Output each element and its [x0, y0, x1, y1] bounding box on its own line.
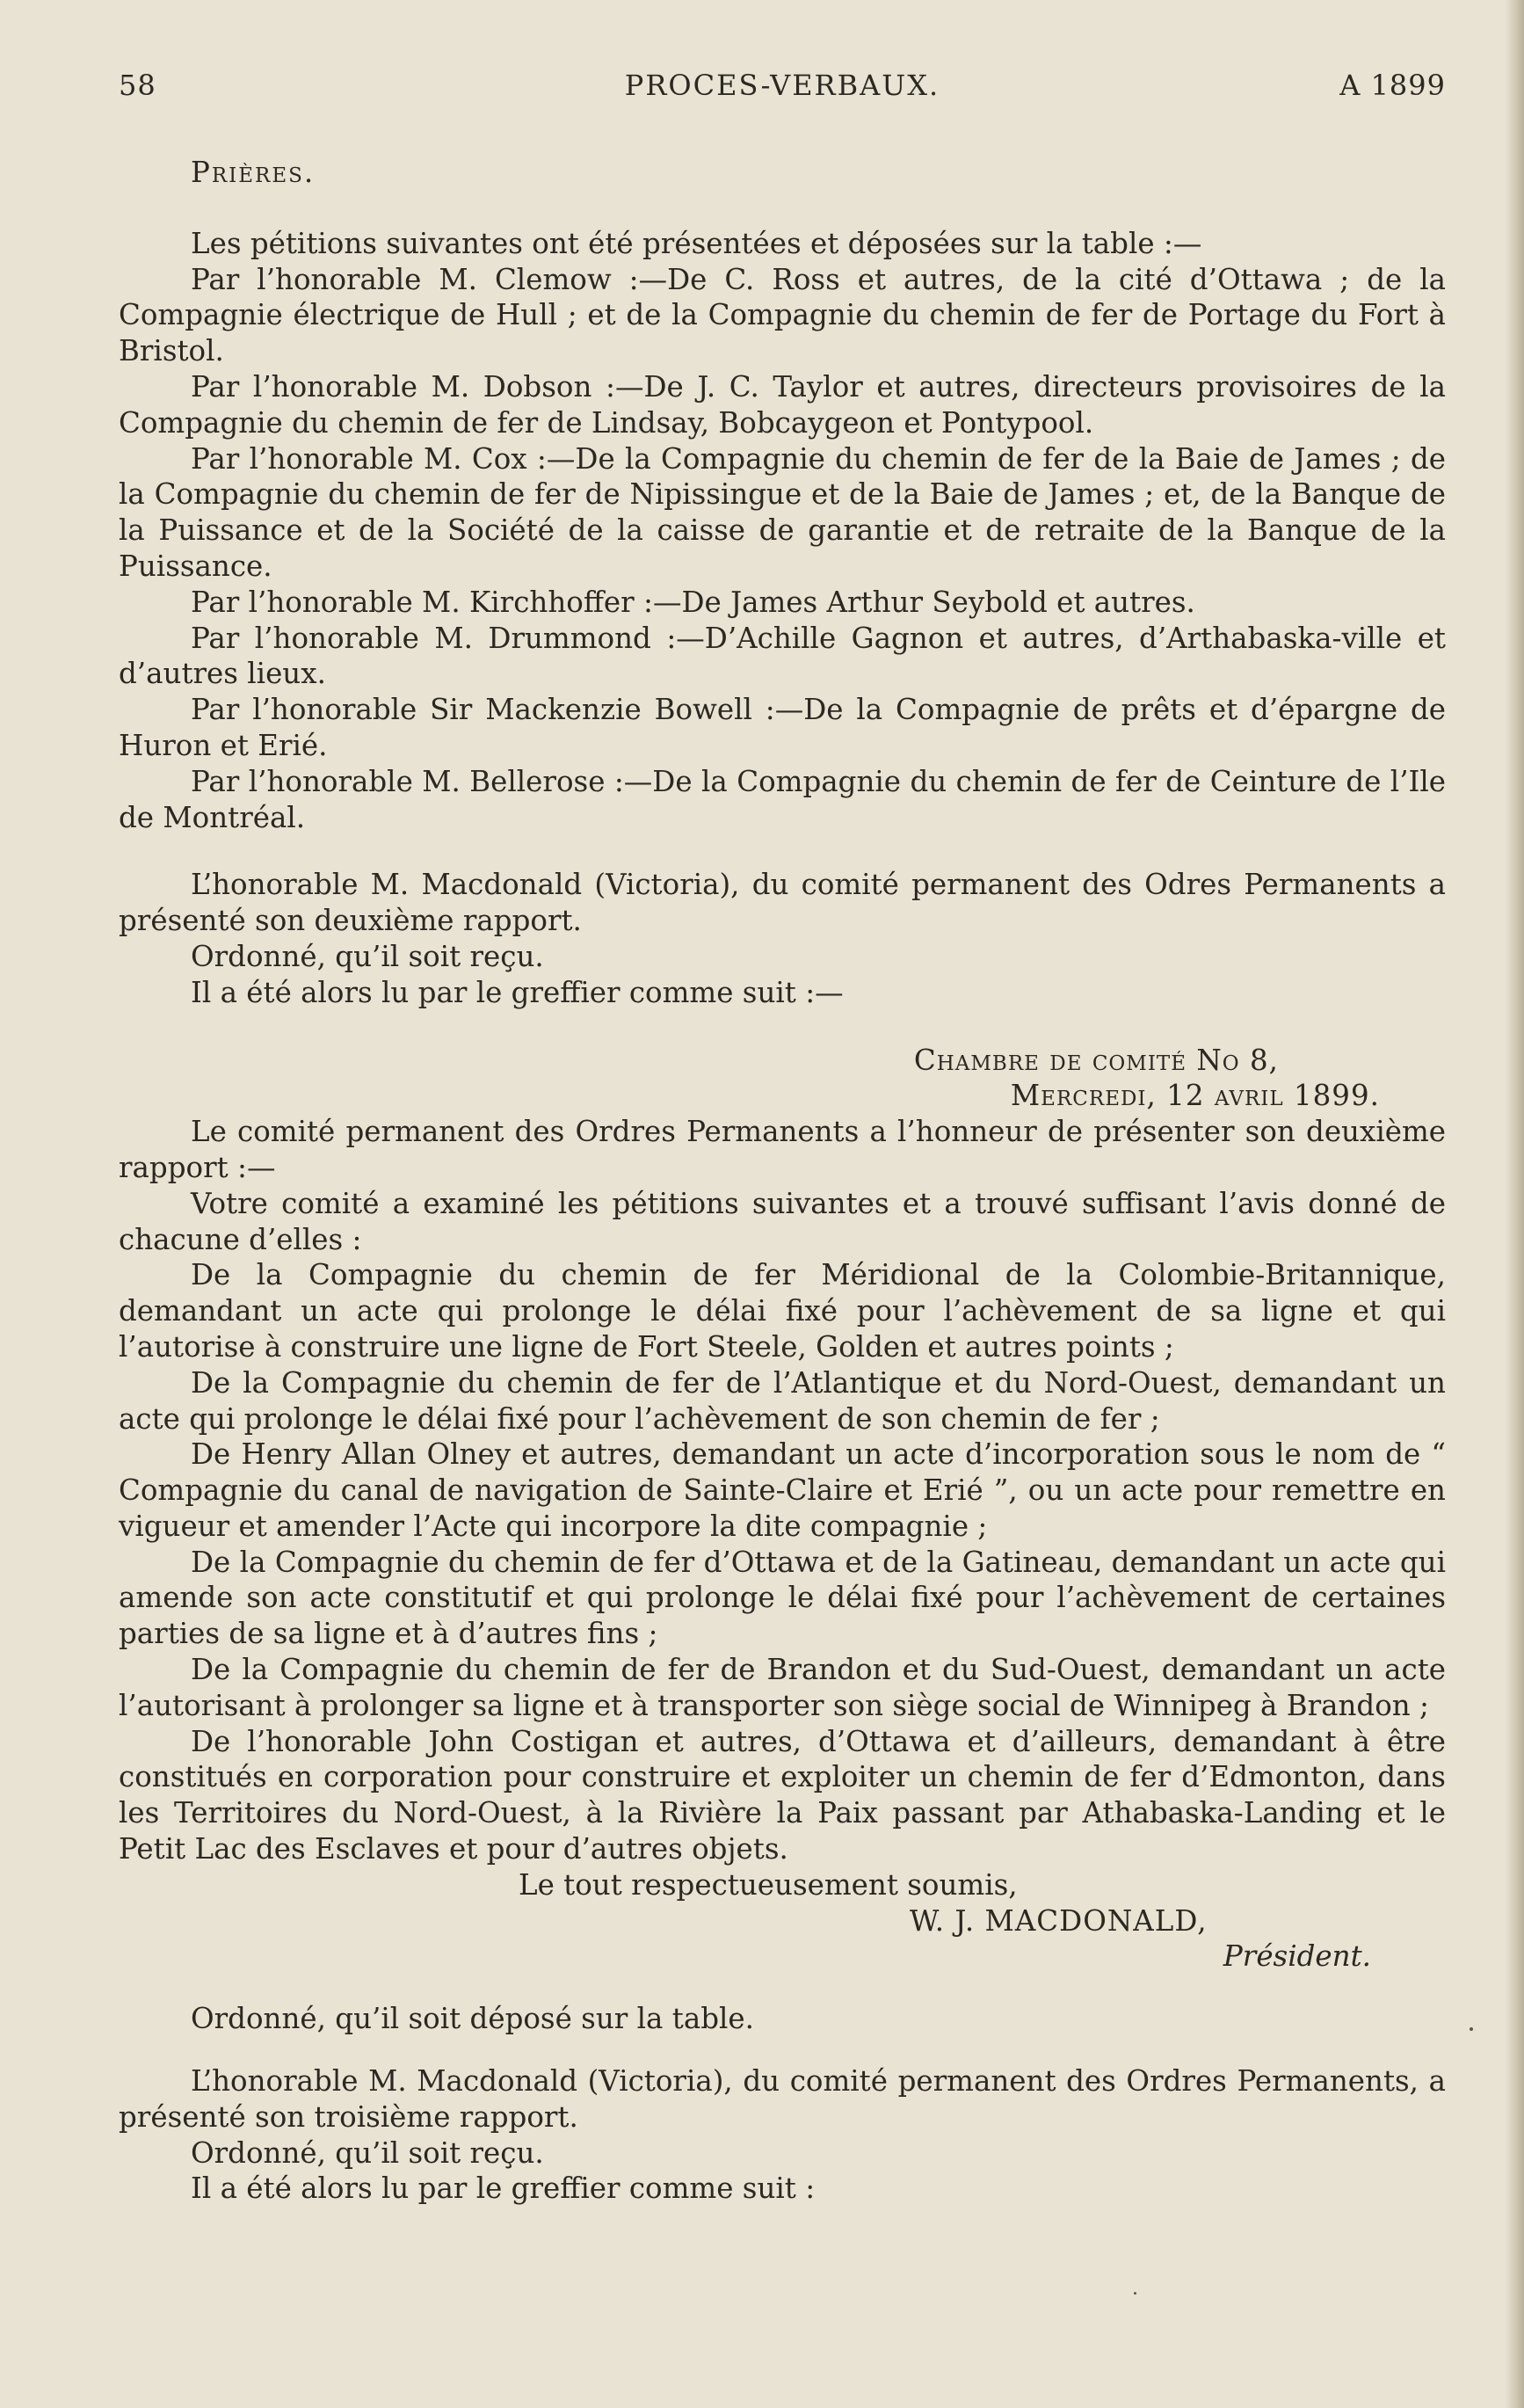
- report-read-by-clerk: Il a été alors lu par le greffier comme suit :—: [191, 975, 844, 1009]
- report-item: De l’honorable John Costigan et autres, d’Ottawa et d’ailleurs, demandant à être constitués en corporation pour construire et exploiter un chemin de fer d’Edmonton, dans les Territoires du Nord-Ouest, à la Rivière la Paix passant par Athabaska-Landing et le Petit Lac des Esclaves et pour d’autres objets.: [119, 1724, 1446, 1866]
- report-examined: Votre comité a examiné les pétitions suivantes et a trouvé suffisant l’avis donné de chacune d’elles :: [119, 1186, 1446, 1256]
- page-number: 58: [119, 69, 156, 102]
- page-body: [119, 155, 1446, 2207]
- report-closing: Le tout respectueusement soumis,: [519, 1867, 1018, 1902]
- report-item: De Henry Allan Olney et autres, demandant un acte d’incorporation sous le nom de “ Compagnie du canal de navigation de Sainte-Claire et Erié ”, ou un acte pour remettre en vigueur et amender l’Acte qui incorpore la dite compagnie ;: [119, 1437, 1446, 1543]
- ink-speck: [1470, 2027, 1473, 2031]
- report-item: De la Compagnie du chemin de fer de Brandon et du Sud-Ouest, demandant un acte l’autorisant à prolonger sa ligne et à transporter son siège social de Winnipeg à Brandon ;: [119, 1653, 1446, 1722]
- page-header: [119, 69, 1446, 109]
- report3-presented-paragraph: L’honorable M. Macdonald (Victoria), du comité permanent des Ordres Permanents, a présenté son troisième rapport.: [119, 2064, 1446, 2134]
- report-item: De la Compagnie du chemin de fer Méridional de la Colombie-Britannique, demandant un acte qui prolonge le délai fixé pour l’achèvement de sa ligne et qui l’autorise à construire une ligne de Fort Steele, Golden et autres points ;: [119, 1258, 1446, 1364]
- running-title: PROCES-VERBAUX.: [624, 69, 940, 102]
- section-heading-prieres: Prières.: [191, 156, 316, 189]
- petition-entry: Par l’honorable M. Cox :—De la Compagnie du chemin de fer de la Baie de James ; de la Compagnie du chemin de fer de Nipissingue et de la Baie de James ; et, de la Banque de la Puissance et de la Société de la caisse de garantie et de retraite de la Banque de la Puissance.: [119, 441, 1446, 583]
- petition-entry: Par l’honorable M. Dobson :—De J. C. Taylor et autres, directeurs provisoires de la Compagnie du chemin de fer de Lindsay, Bobcaygeon et Pontypool.: [119, 369, 1446, 440]
- report-opening: Le comité permanent des Ordres Permanents a l’honneur de présenter son deuxième rapport :—: [119, 1115, 1446, 1184]
- report3-read-by-clerk: Il a été alors lu par le greffier comme suit :: [191, 2172, 816, 2206]
- petition-entry: Par l’honorable Sir Mackenzie Bowell :—De la Compagnie de prêts et d’épargne de Huron et Erié.: [119, 693, 1446, 762]
- petition-entry: Par l’honorable M. Clemow :—De C. Ross et autres, de la cité d’Ottawa ; de la Compagnie électrique de Hull ; et de la Compagnie du chemin de fer de Portage du Fort à Bristol.: [119, 262, 1446, 368]
- petitions-intro: Les pétitions suivantes ont été présentées et déposées sur la table :—: [191, 226, 1202, 260]
- session-year: A 1899: [1339, 69, 1446, 102]
- page-edge-shadow: [1505, 0, 1524, 2408]
- report-ordered-received: Ordonné, qu’il soit reçu.: [191, 939, 544, 973]
- petition-entry: Par l’honorable M. Bellerose :—De la Compagnie du chemin de fer de Ceinture de l’Ile de Montréal.: [119, 764, 1446, 834]
- ink-speck: [1134, 2292, 1136, 2295]
- report-item: De la Compagnie du chemin de fer de l’Atlantique et du Nord-Ouest, demandant un acte qui prolonge le délai fixé pour l’achèvement de son chemin de fer ;: [119, 1365, 1446, 1436]
- report-signature: W. J. MACDONALD,: [910, 1903, 1208, 1938]
- report-signatory-title: Président.: [1223, 1939, 1371, 1974]
- report-dateline-date: Mercredi, 12 avril 1899.: [1010, 1079, 1380, 1113]
- report3-ordered-received: Ordonné, qu’il soit reçu.: [191, 2135, 544, 2170]
- petition-entry: Par l’honorable M. Kirchhoffer :—De James Arthur Seybold et autres.: [191, 585, 1195, 619]
- petition-entry: Par l’honorable M. Drummond :—D’Achille Gagnon et autres, d’Arthabaska-ville et d’autres lieux.: [119, 621, 1446, 691]
- report-presented-paragraph: L’honorable M. Macdonald (Victoria), du comité permanent des Odres Permanents a présenté son deuxième rapport.: [119, 868, 1446, 938]
- report-ordered-tabled: Ordonné, qu’il soit déposé sur la table.: [191, 2002, 754, 2036]
- report-item: De la Compagnie du chemin de fer d’Ottawa et de la Gatineau, demandant un acte qui amende son acte constitutif et qui prolonge le délai fixé pour l’achèvement de certaines parties de sa ligne et à d’autres fins ;: [119, 1545, 1446, 1651]
- report-dateline-room: Chambre de comité No 8,: [913, 1043, 1279, 1077]
